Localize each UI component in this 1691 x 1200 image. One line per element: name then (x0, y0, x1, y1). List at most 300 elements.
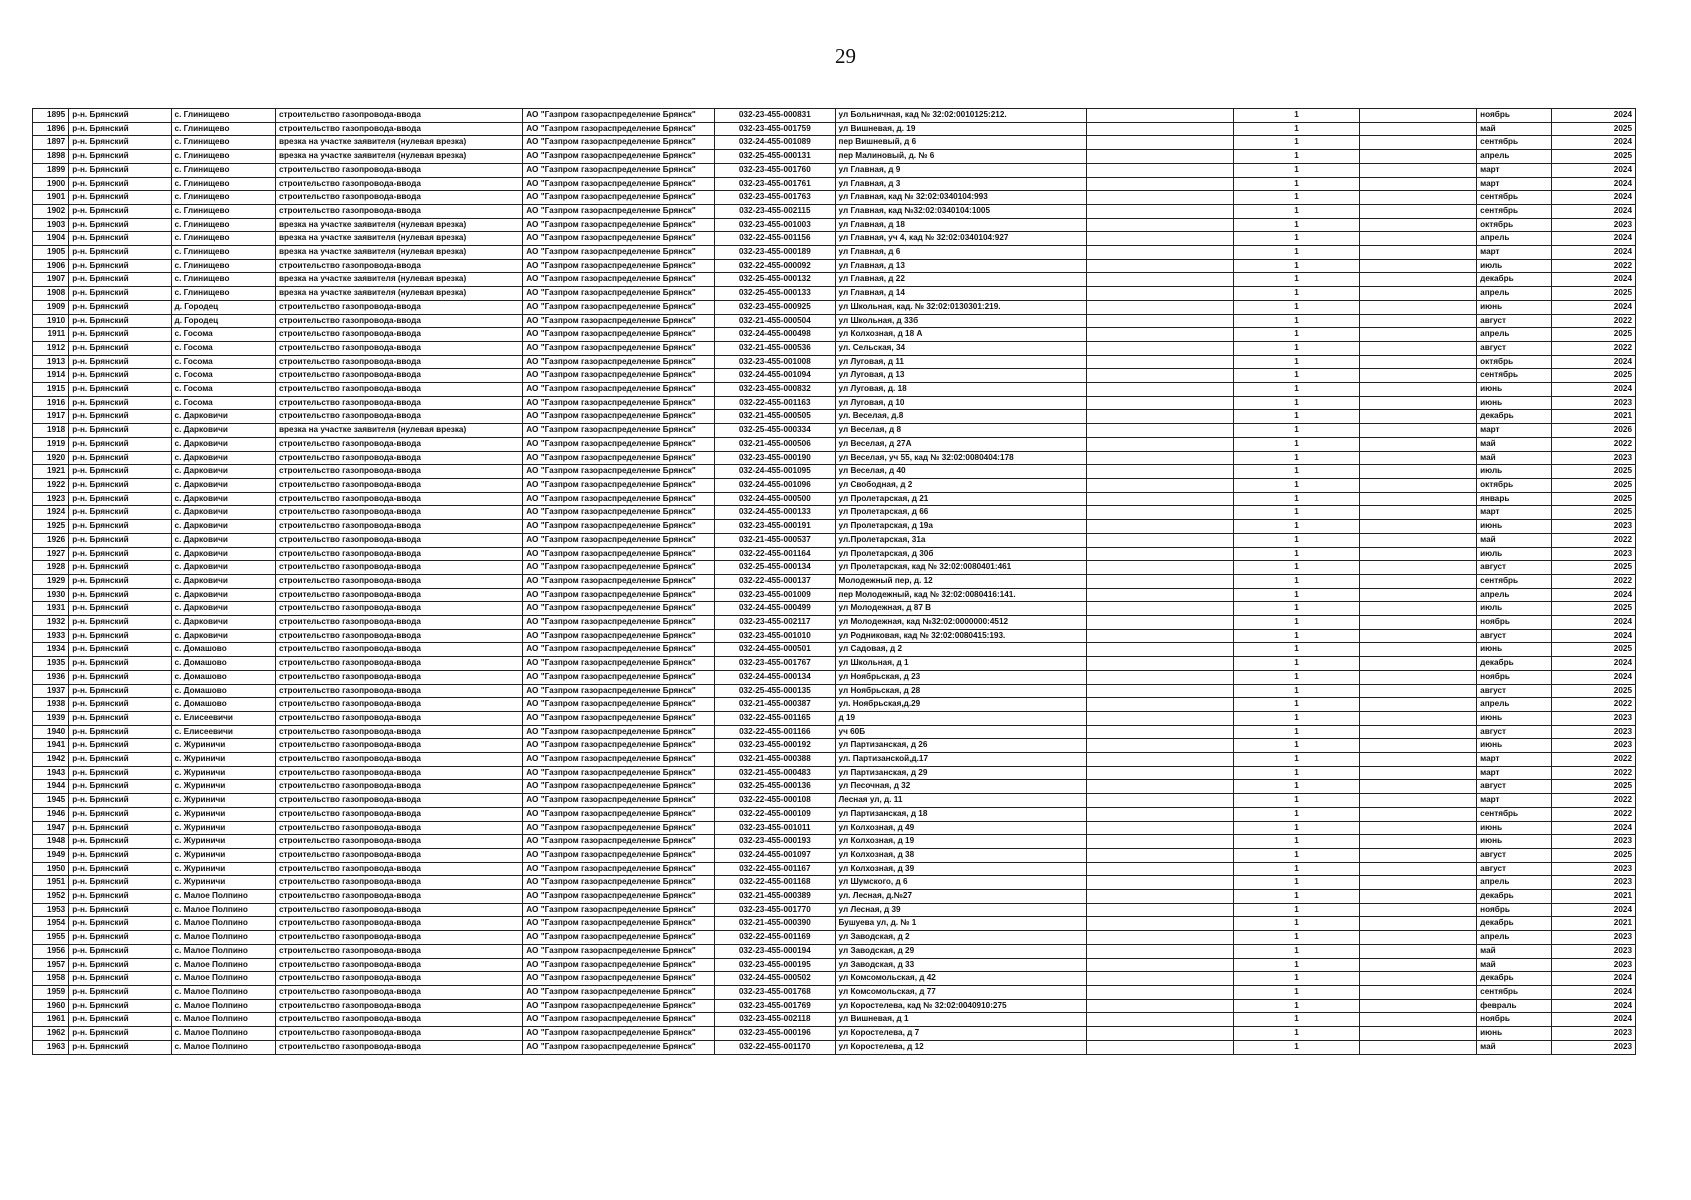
application-number-cell: 032-23-455-001003 (715, 218, 835, 232)
district-cell: р-н. Брянский (69, 643, 171, 657)
empty-cell (1087, 1040, 1234, 1054)
address-cell: ул. Веселая, д.8 (835, 410, 1087, 424)
application-number-cell: 032-23-455-000189 (715, 246, 835, 260)
address-cell: ул Заводская, д 29 (835, 944, 1087, 958)
empty-cell (1087, 136, 1234, 150)
address-cell: ул Главная, д 13 (835, 259, 1087, 273)
row-number-cell: 1945 (33, 794, 69, 808)
organization-cell: АО "Газпром газораспределение Брянск" (523, 711, 715, 725)
year-cell: 2022 (1551, 259, 1635, 273)
organization-cell: АО "Газпром газораспределение Брянск" (523, 287, 715, 301)
application-number-cell: 032-22-455-000092 (715, 259, 835, 273)
year-cell: 2021 (1551, 890, 1635, 904)
empty-cell (1359, 547, 1476, 561)
settlement-cell: с. Госома (171, 355, 275, 369)
year-cell: 2024 (1551, 972, 1635, 986)
work-type-cell: строительство газопровода-ввода (275, 561, 522, 575)
address-cell: ул Колхозная, д 19 (835, 835, 1087, 849)
work-type-cell: врезка на участке заявителя (нулевая врезка) (275, 232, 522, 246)
settlement-cell: с. Глинищево (171, 232, 275, 246)
empty-cell (1087, 341, 1234, 355)
row-number-cell: 1915 (33, 383, 69, 397)
table-row (33, 753, 1636, 767)
row-number-cell: 1953 (33, 903, 69, 917)
work-type-cell: строительство газопровода-ввода (275, 780, 522, 794)
address-cell: ул Песочная, д 32 (835, 780, 1087, 794)
work-type-cell: строительство газопровода-ввода (275, 1027, 522, 1041)
empty-cell (1087, 355, 1234, 369)
year-cell: 2024 (1551, 383, 1635, 397)
year-cell: 2024 (1551, 273, 1635, 287)
empty-cell (1087, 848, 1234, 862)
work-type-cell: строительство газопровода-ввода (275, 547, 522, 561)
application-number-cell: 032-23-455-000832 (715, 383, 835, 397)
empty-cell (1087, 766, 1234, 780)
district-cell: р-н. Брянский (69, 588, 171, 602)
table-row (33, 410, 1636, 424)
year-cell: 2022 (1551, 794, 1635, 808)
empty-cell (1359, 1027, 1476, 1041)
address-cell: ул Коростелева, кад № 32:02:0040910:275 (835, 999, 1087, 1013)
settlement-cell: с. Дарковичи (171, 451, 275, 465)
year-cell: 2024 (1551, 629, 1635, 643)
address-cell: ул Главная, д 14 (835, 287, 1087, 301)
organization-cell: АО "Газпром газораспределение Брянск" (523, 753, 715, 767)
empty-cell (1359, 259, 1476, 273)
address-cell: ул Главная, уч 4, кад № 32:02:0340104:927 (835, 232, 1087, 246)
month-cell: апрель (1477, 287, 1552, 301)
organization-cell: АО "Газпром газораспределение Брянск" (523, 122, 715, 136)
work-type-cell: строительство газопровода-ввода (275, 616, 522, 630)
empty-cell (1087, 684, 1234, 698)
settlement-cell: с. Домашово (171, 670, 275, 684)
application-number-cell: 032-22-455-001164 (715, 547, 835, 561)
district-cell: р-н. Брянский (69, 753, 171, 767)
application-number-cell: 032-24-455-001094 (715, 369, 835, 383)
settlement-cell: д. Городец (171, 300, 275, 314)
empty-cell (1087, 259, 1234, 273)
address-cell: ул Главная, д 6 (835, 246, 1087, 260)
quantity-cell: 1 (1234, 465, 1360, 479)
row-number-cell: 1959 (33, 986, 69, 1000)
empty-cell (1359, 465, 1476, 479)
organization-cell: АО "Газпром газораспределение Брянск" (523, 657, 715, 671)
month-cell: май (1477, 451, 1552, 465)
empty-cell (1087, 410, 1234, 424)
row-number-cell: 1901 (33, 191, 69, 205)
row-number-cell: 1904 (33, 232, 69, 246)
empty-cell (1087, 547, 1234, 561)
district-cell: р-н. Брянский (69, 246, 171, 260)
month-cell: март (1477, 163, 1552, 177)
organization-cell: АО "Газпром газораспределение Брянск" (523, 1027, 715, 1041)
table-row (33, 917, 1636, 931)
empty-cell (1359, 478, 1476, 492)
work-type-cell: строительство газопровода-ввода (275, 862, 522, 876)
organization-cell: АО "Газпром газораспределение Брянск" (523, 944, 715, 958)
year-cell: 2025 (1551, 848, 1635, 862)
application-number-cell: 032-24-455-000134 (715, 670, 835, 684)
row-number-cell: 1925 (33, 520, 69, 534)
address-cell: ул.Пролетарская, 31а (835, 533, 1087, 547)
row-number-cell: 1922 (33, 478, 69, 492)
year-cell: 2022 (1551, 341, 1635, 355)
month-cell: май (1477, 944, 1552, 958)
district-cell: р-н. Брянский (69, 437, 171, 451)
application-number-cell: 032-23-455-001011 (715, 821, 835, 835)
organization-cell: АО "Газпром газораспределение Брянск" (523, 835, 715, 849)
year-cell: 2022 (1551, 807, 1635, 821)
quantity-cell: 1 (1234, 246, 1360, 260)
settlement-cell: с. Домашово (171, 698, 275, 712)
settlement-cell: с. Госома (171, 341, 275, 355)
month-cell: март (1477, 424, 1552, 438)
application-number-cell: 032-21-455-000390 (715, 917, 835, 931)
organization-cell: АО "Газпром газораспределение Брянск" (523, 574, 715, 588)
table-row (33, 136, 1636, 150)
month-cell: декабрь (1477, 657, 1552, 671)
quantity-cell: 1 (1234, 218, 1360, 232)
settlement-cell: с. Дарковичи (171, 616, 275, 630)
address-cell: ул Пролетарская, д 21 (835, 492, 1087, 506)
district-cell: р-н. Брянский (69, 944, 171, 958)
row-number-cell: 1929 (33, 574, 69, 588)
empty-cell (1359, 451, 1476, 465)
district-cell: р-н. Брянский (69, 232, 171, 246)
settlement-cell: с. Дарковичи (171, 492, 275, 506)
year-cell: 2025 (1551, 780, 1635, 794)
work-type-cell: строительство газопровода-ввода (275, 478, 522, 492)
organization-cell: АО "Газпром газораспределение Брянск" (523, 410, 715, 424)
settlement-cell: с. Госома (171, 396, 275, 410)
row-number-cell: 1899 (33, 163, 69, 177)
year-cell: 2025 (1551, 465, 1635, 479)
quantity-cell: 1 (1234, 972, 1360, 986)
settlement-cell: с. Малое Полпино (171, 903, 275, 917)
application-number-cell: 032-24-455-000501 (715, 643, 835, 657)
year-cell: 2024 (1551, 657, 1635, 671)
work-type-cell: строительство газопровода-ввода (275, 109, 522, 123)
settlement-cell: с. Дарковичи (171, 574, 275, 588)
quantity-cell: 1 (1234, 711, 1360, 725)
organization-cell: АО "Газпром газораспределение Брянск" (523, 616, 715, 630)
year-cell: 2024 (1551, 903, 1635, 917)
year-cell: 2025 (1551, 643, 1635, 657)
organization-cell: АО "Газпром газораспределение Брянск" (523, 670, 715, 684)
application-number-cell: 032-23-455-001008 (715, 355, 835, 369)
month-cell: июнь (1477, 383, 1552, 397)
empty-cell (1359, 890, 1476, 904)
year-cell: 2025 (1551, 492, 1635, 506)
address-cell: ул Веселая, уч 55, кад № 32:02:0080404:178 (835, 451, 1087, 465)
application-number-cell: 032-23-455-000925 (715, 300, 835, 314)
organization-cell: АО "Газпром газораспределение Брянск" (523, 369, 715, 383)
table-row (33, 163, 1636, 177)
organization-cell: АО "Газпром газораспределение Брянск" (523, 273, 715, 287)
settlement-cell: с. Журиничи (171, 766, 275, 780)
month-cell: март (1477, 766, 1552, 780)
empty-cell (1087, 492, 1234, 506)
settlement-cell: с. Малое Полпино (171, 958, 275, 972)
address-cell: ул Колхозная, д 39 (835, 862, 1087, 876)
work-type-cell: строительство газопровода-ввода (275, 986, 522, 1000)
row-number-cell: 1912 (33, 341, 69, 355)
year-cell: 2024 (1551, 300, 1635, 314)
quantity-cell: 1 (1234, 177, 1360, 191)
organization-cell: АО "Газпром газораспределение Брянск" (523, 547, 715, 561)
table-row (33, 232, 1636, 246)
settlement-cell: с. Домашово (171, 643, 275, 657)
empty-cell (1087, 150, 1234, 164)
empty-cell (1087, 972, 1234, 986)
quantity-cell: 1 (1234, 478, 1360, 492)
work-type-cell: строительство газопровода-ввода (275, 890, 522, 904)
work-type-cell: строительство газопровода-ввода (275, 848, 522, 862)
work-type-cell: строительство газопровода-ввода (275, 191, 522, 205)
month-cell: декабрь (1477, 890, 1552, 904)
district-cell: р-н. Брянский (69, 204, 171, 218)
row-number-cell: 1930 (33, 588, 69, 602)
empty-cell (1087, 396, 1234, 410)
empty-cell (1087, 629, 1234, 643)
organization-cell: АО "Газпром газораспределение Брянск" (523, 506, 715, 520)
table-row (33, 903, 1636, 917)
empty-cell (1359, 437, 1476, 451)
organization-cell: АО "Газпром газораспределение Брянск" (523, 602, 715, 616)
work-type-cell: строительство газопровода-ввода (275, 588, 522, 602)
settlement-cell: с. Дарковичи (171, 424, 275, 438)
quantity-cell: 1 (1234, 862, 1360, 876)
month-cell: декабрь (1477, 273, 1552, 287)
work-type-cell: строительство газопровода-ввода (275, 972, 522, 986)
year-cell: 2024 (1551, 177, 1635, 191)
work-type-cell: строительство газопровода-ввода (275, 465, 522, 479)
table-row (33, 287, 1636, 301)
settlement-cell: с. Домашово (171, 684, 275, 698)
table-row (33, 574, 1636, 588)
district-cell: р-н. Брянский (69, 698, 171, 712)
year-cell: 2023 (1551, 1040, 1635, 1054)
empty-cell (1087, 616, 1234, 630)
row-number-cell: 1946 (33, 807, 69, 821)
organization-cell: АО "Газпром газораспределение Брянск" (523, 903, 715, 917)
district-cell: р-н. Брянский (69, 561, 171, 575)
row-number-cell: 1943 (33, 766, 69, 780)
application-number-cell: 032-21-455-000505 (715, 410, 835, 424)
empty-cell (1359, 986, 1476, 1000)
year-cell: 2022 (1551, 437, 1635, 451)
month-cell: сентябрь (1477, 574, 1552, 588)
work-type-cell: строительство газопровода-ввода (275, 163, 522, 177)
settlement-cell: с. Малое Полпино (171, 1027, 275, 1041)
table-row (33, 547, 1636, 561)
empty-cell (1087, 917, 1234, 931)
address-cell: д 19 (835, 711, 1087, 725)
work-type-cell: врезка на участке заявителя (нулевая врезка) (275, 287, 522, 301)
row-number-cell: 1942 (33, 753, 69, 767)
settlement-cell: с. Малое Полпино (171, 890, 275, 904)
district-cell: р-н. Брянский (69, 259, 171, 273)
work-type-cell: строительство газопровода-ввода (275, 369, 522, 383)
application-number-cell: 032-25-455-000133 (715, 287, 835, 301)
table-row (33, 972, 1636, 986)
empty-cell (1359, 999, 1476, 1013)
month-cell: ноябрь (1477, 109, 1552, 123)
organization-cell: АО "Газпром газораспределение Брянск" (523, 300, 715, 314)
month-cell: июнь (1477, 835, 1552, 849)
district-cell: р-н. Брянский (69, 1027, 171, 1041)
table-row (33, 588, 1636, 602)
quantity-cell: 1 (1234, 1027, 1360, 1041)
work-type-cell: врезка на участке заявителя (нулевая врезка) (275, 218, 522, 232)
application-number-cell: 032-22-455-001166 (715, 725, 835, 739)
empty-cell (1359, 369, 1476, 383)
empty-cell (1359, 150, 1476, 164)
organization-cell: АО "Газпром газораспределение Брянск" (523, 259, 715, 273)
settlement-cell: с. Дарковичи (171, 437, 275, 451)
application-number-cell: 032-23-455-000193 (715, 835, 835, 849)
row-number-cell: 1896 (33, 122, 69, 136)
empty-cell (1087, 328, 1234, 342)
work-type-cell: строительство газопровода-ввода (275, 1013, 522, 1027)
quantity-cell: 1 (1234, 574, 1360, 588)
table-row (33, 383, 1636, 397)
quantity-cell: 1 (1234, 1013, 1360, 1027)
month-cell: май (1477, 1040, 1552, 1054)
district-cell: р-н. Брянский (69, 136, 171, 150)
district-cell: р-н. Брянский (69, 684, 171, 698)
address-cell: ул. Ноябрьская,д.29 (835, 698, 1087, 712)
organization-cell: АО "Газпром газораспределение Брянск" (523, 780, 715, 794)
table-row (33, 451, 1636, 465)
month-cell: апрель (1477, 698, 1552, 712)
year-cell: 2025 (1551, 328, 1635, 342)
address-cell: ул Шумского, д 6 (835, 876, 1087, 890)
year-cell: 2023 (1551, 944, 1635, 958)
table-row (33, 300, 1636, 314)
month-cell: июнь (1477, 643, 1552, 657)
empty-cell (1087, 246, 1234, 260)
empty-cell (1087, 369, 1234, 383)
year-cell: 2021 (1551, 917, 1635, 931)
organization-cell: АО "Газпром газораспределение Брянск" (523, 725, 715, 739)
work-type-cell: строительство газопровода-ввода (275, 725, 522, 739)
settlement-cell: с. Домашово (171, 657, 275, 671)
month-cell: март (1477, 753, 1552, 767)
empty-cell (1087, 698, 1234, 712)
organization-cell: АО "Газпром газораспределение Брянск" (523, 328, 715, 342)
settlement-cell: с. Госома (171, 369, 275, 383)
month-cell: апрель (1477, 150, 1552, 164)
work-type-cell: строительство газопровода-ввода (275, 766, 522, 780)
work-type-cell: строительство газопровода-ввода (275, 492, 522, 506)
address-cell: пер Вишневый, д 6 (835, 136, 1087, 150)
empty-cell (1087, 643, 1234, 657)
month-cell: сентябрь (1477, 191, 1552, 205)
month-cell: август (1477, 561, 1552, 575)
work-type-cell: строительство газопровода-ввода (275, 355, 522, 369)
row-number-cell: 1928 (33, 561, 69, 575)
table-row (33, 670, 1636, 684)
table-row (33, 602, 1636, 616)
application-number-cell: 032-24-455-001095 (715, 465, 835, 479)
month-cell: июнь (1477, 300, 1552, 314)
work-type-cell: строительство газопровода-ввода (275, 944, 522, 958)
address-cell: ул Колхозная, д 49 (835, 821, 1087, 835)
quantity-cell: 1 (1234, 451, 1360, 465)
empty-cell (1087, 876, 1234, 890)
quantity-cell: 1 (1234, 629, 1360, 643)
quantity-cell: 1 (1234, 300, 1360, 314)
settlement-cell: с. Госома (171, 328, 275, 342)
month-cell: апрель (1477, 588, 1552, 602)
quantity-cell: 1 (1234, 396, 1360, 410)
address-cell: пер Малиновый, д. № 6 (835, 150, 1087, 164)
empty-cell (1087, 465, 1234, 479)
address-cell: ул Веселая, д 27А (835, 437, 1087, 451)
settlement-cell: с. Журиничи (171, 835, 275, 849)
year-cell: 2025 (1551, 602, 1635, 616)
table-row (33, 890, 1636, 904)
empty-cell (1087, 931, 1234, 945)
month-cell: август (1477, 629, 1552, 643)
application-number-cell: 032-23-455-001761 (715, 177, 835, 191)
table-row (33, 876, 1636, 890)
district-cell: р-н. Брянский (69, 492, 171, 506)
empty-cell (1359, 958, 1476, 972)
district-cell: р-н. Брянский (69, 533, 171, 547)
empty-cell (1087, 670, 1234, 684)
month-cell: ноябрь (1477, 1013, 1552, 1027)
district-cell: р-н. Брянский (69, 122, 171, 136)
empty-cell (1087, 958, 1234, 972)
empty-cell (1359, 753, 1476, 767)
empty-cell (1359, 177, 1476, 191)
application-number-cell: 032-23-455-001768 (715, 986, 835, 1000)
month-cell: апрель (1477, 876, 1552, 890)
month-cell: декабрь (1477, 972, 1552, 986)
empty-cell (1359, 218, 1476, 232)
quantity-cell: 1 (1234, 670, 1360, 684)
work-type-cell: строительство газопровода-ввода (275, 396, 522, 410)
district-cell: р-н. Брянский (69, 972, 171, 986)
work-type-cell: врезка на участке заявителя (нулевая врезка) (275, 424, 522, 438)
district-cell: р-н. Брянский (69, 369, 171, 383)
application-number-cell: 032-24-455-001096 (715, 478, 835, 492)
year-cell: 2025 (1551, 369, 1635, 383)
row-number-cell: 1954 (33, 917, 69, 931)
address-cell: ул Школьная, д 33б (835, 314, 1087, 328)
settlement-cell: с. Глинищево (171, 218, 275, 232)
quantity-cell: 1 (1234, 725, 1360, 739)
settlement-cell: с. Глинищево (171, 191, 275, 205)
organization-cell: АО "Газпром газораспределение Брянск" (523, 150, 715, 164)
work-type-cell: строительство газопровода-ввода (275, 999, 522, 1013)
month-cell: июнь (1477, 1027, 1552, 1041)
application-number-cell: 032-25-455-000134 (715, 561, 835, 575)
row-number-cell: 1931 (33, 602, 69, 616)
address-cell: ул Вишневая, д 1 (835, 1013, 1087, 1027)
month-cell: сентябрь (1477, 369, 1552, 383)
quantity-cell: 1 (1234, 424, 1360, 438)
organization-cell: АО "Газпром газораспределение Брянск" (523, 972, 715, 986)
application-number-cell: 032-21-455-000536 (715, 341, 835, 355)
quantity-cell: 1 (1234, 944, 1360, 958)
district-cell: р-н. Брянский (69, 163, 171, 177)
table-row (33, 999, 1636, 1013)
table-row (33, 150, 1636, 164)
row-number-cell: 1932 (33, 616, 69, 630)
